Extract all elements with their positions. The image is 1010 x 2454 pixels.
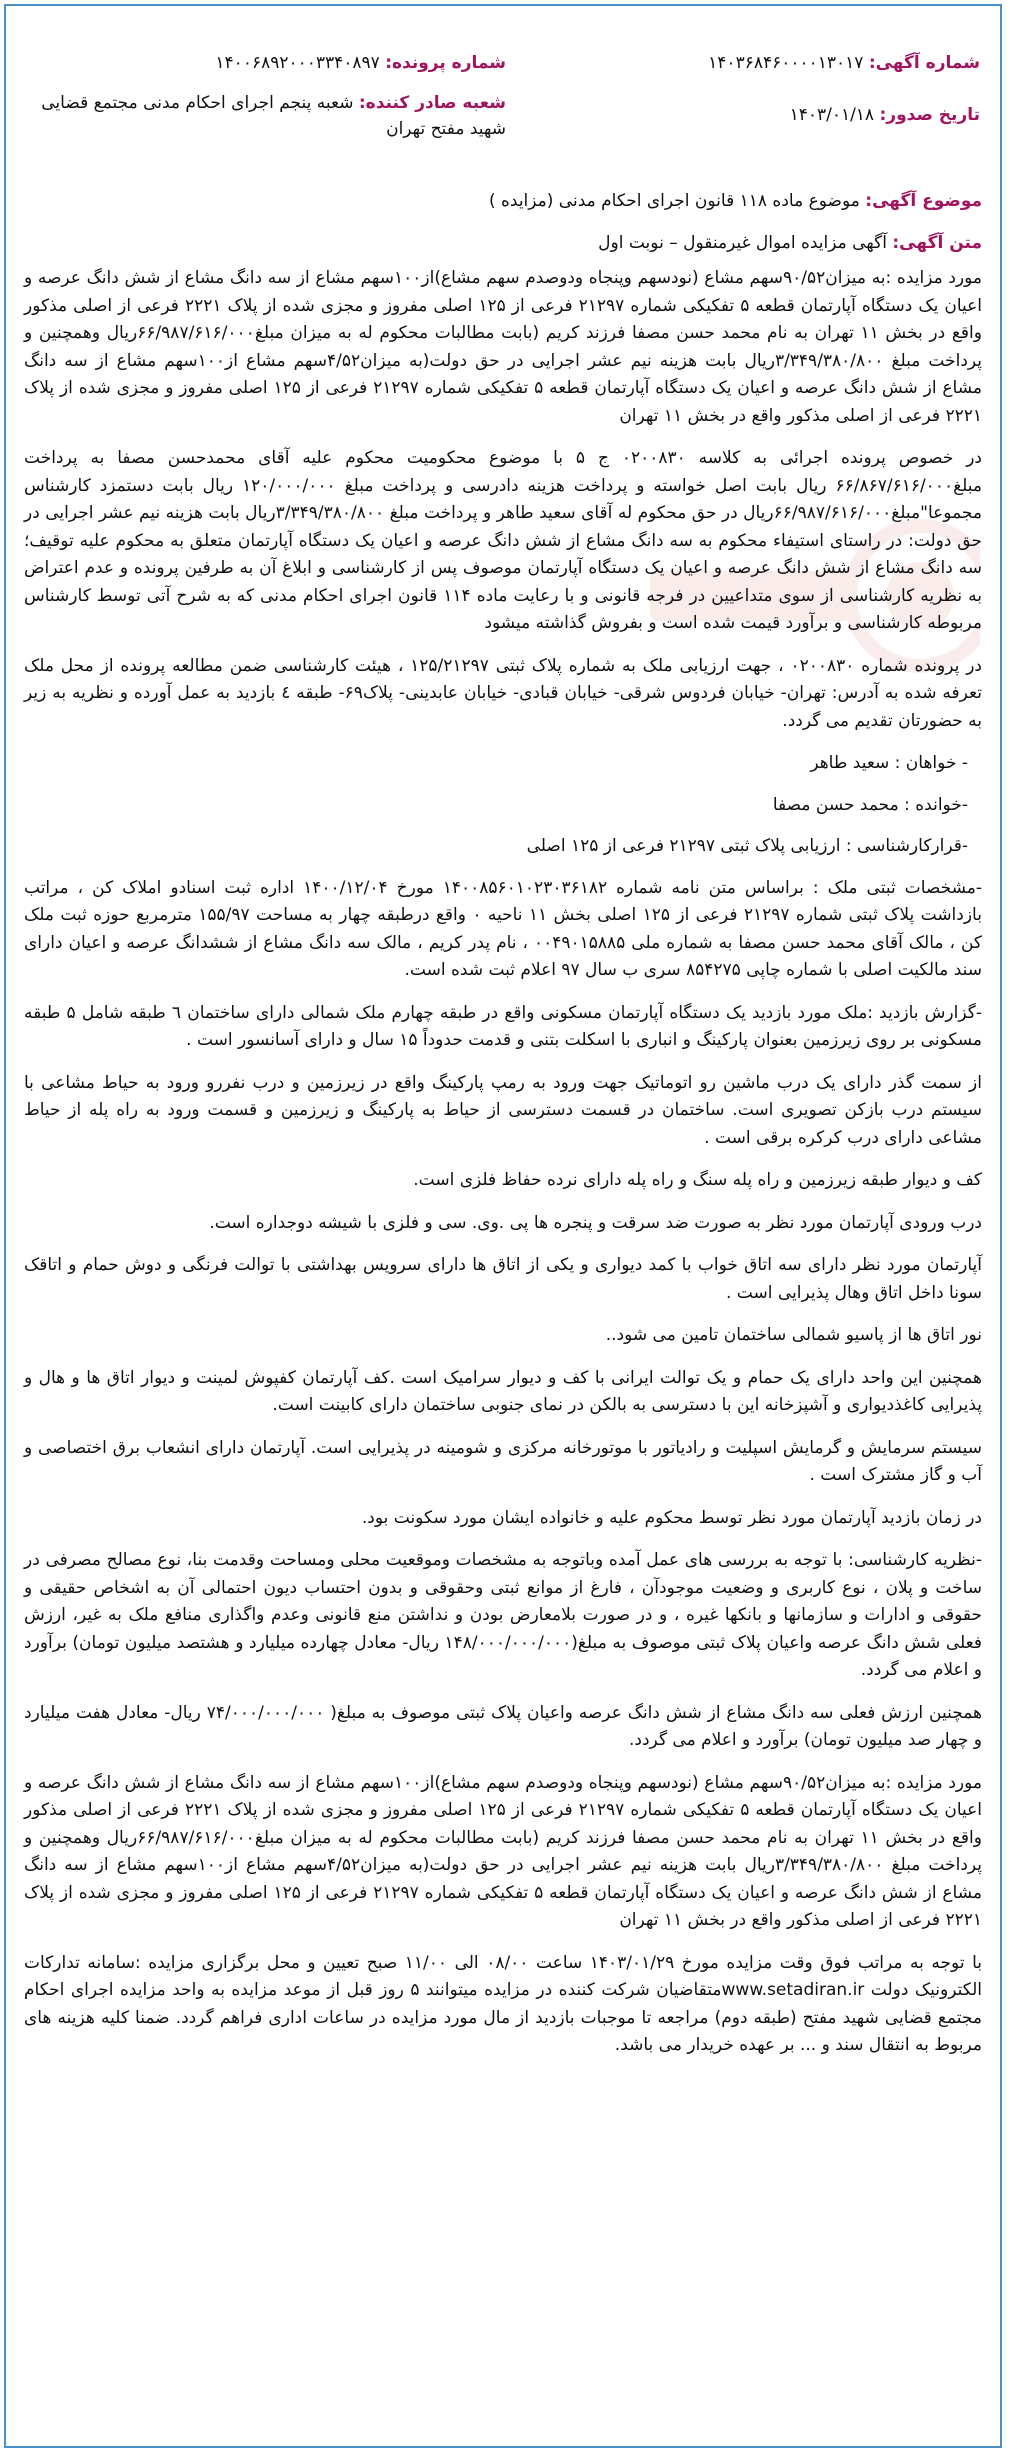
paragraph-auction-schedule: با توجه به مراتب فوق وقت مزایده مورخ ۱۴۰۳/۰۱/۲۹ ساعت ۰۸/۰۰ الی ۱۱/۰۰ صبح تعیین و محل برگزاری مزایده :سامانه تدارکات الکترونیک دولت www.setadiran.irمتقاضیان شرکت کننده در مزایده میتوانند ۵ روز قبل از موعد مزایده به واحد مزایده اجرای احکام مجتمع قضایی شهید مفتح (طبقه دوم) مراجعه تا موجبات بازدید از مال مورد مزایده در ساعات اداری فراهم گردد. ضمنا کلیه هزینه های مربوط به انتقال سند و ... بر عهده خریدار می باشد. bbox=[24, 1952, 983, 2055]
paragraph-visit-report: -گزارش بازدید :ملک مورد بازدید یک دستگاه آپارتمان مسکونی واقع در طبقه چهارم ملک شمالی دارای ساختمان ٦ طبقه شامل ۵ طبقه مسکونی بر روی زیرزمین بعنوان پارکینگ و انباری با اسکلت بتنی و قدمت حدوداً ۱۵ سال و دارای آسانسور است . bbox=[24, 1002, 982, 1050]
case-number-line bbox=[26, 50, 506, 76]
paragraph-auction-item: مورد مزایده :به میزان۹۰/۵۲سهم مشاع (نودسهم وپنجاه ودوصدم سهم مشاع)از۱۰۰سهم مشاع از سه دانگ مشاع از شش دانگ عرصه و اعیان یک دستگاه آپارتمان قطعه ۵ تفکیکی شماره ۲۱۲۹۷ فرعی از ۱۲۵ اصلی مفروز و مجزی شده از پلاک ۲۲۲۱ فرعی از اصلی مذکور واقع در بخش ۱۱ تهران به نام محمد حسن مصفا فرزند کریم (بابت مطالبات محکوم له به میزان مبلغ۶۶/۹۸۷/۶۱۶/۰۰۰ریال وهمچنین و پرداخت مبلغ ۳/۳۴۹/۳۸۰/۸۰۰ریال بابت هزینه نیم عشر اجرایی در حق دولت(به میزان۴/۵۲سهم مشاع از۱۰۰سهم مشاع از سه دانگ مشاع از شش دانگ عرصه و اعیان یک دستگاه آپارتمان قطعه ۵ تفکیکی شماره ۲۱۲۹۷ فرعی از ۱۲۵ اصلی مفروز و مجزی شده از پلاک ۲۲۲۱ فرعی از اصلی مذکور واقع در بخش ۱۱ تهران bbox=[24, 268, 983, 426]
subject-line bbox=[24, 188, 982, 216]
paragraph-expert-opinion: -نظریه کارشناسی: با توجه به بررسی های عمل آمده وباتوجه به مشخصات وموقعیت محلی ومساحت وقدمت بنا، نوع مصالح مصرفی در ساخت و پلان ، نوع کاربری و وضعیت موجودآن ، فارغ از موانع ثبتی وحقوقی و بدون احتساب دیون احتمالی آن به اشخاص حقیقی و حقوقی و ادارات و سازمانها و بانکها غیره ، و در صورت بلامعارض بودن و نداشتن منع قانونی وعدم واگذاری منافع ملک به غیر، ارزش فعلی شش دانگ عرصه واعیان پلاک ثبتی موصوف به مبلغ(۱۴۸/۰۰۰/۰۰۰/۰۰۰ ریال- معادل چهارده میلیارد و هشتصد میلیون تومان) برآورد و اعلام می گردد. bbox=[24, 1550, 983, 1680]
header-block bbox=[24, 50, 982, 170]
issuing-branch-line bbox=[26, 90, 506, 142]
issue-date-line bbox=[510, 102, 980, 128]
assignment-line: -قرارکارشناسی : ارزیابی پلاک ثبتی ۲۱۲۹۷ فرعی از ۱۲۵ اصلی bbox=[526, 836, 968, 856]
document-frame bbox=[4, 4, 1002, 2448]
paragraph-bedrooms: آپارتمان مورد نظر دارای سه اتاق خواب با کمد دیواری و یکی از اتاق ها دارای سرویس بهداشتی با توالت فرنگی و دوش حمام و اتاقک سونا داخل اتاق وهال پذیرایی است . bbox=[24, 1255, 982, 1303]
plaintiff-line: - خواهان : سعید طاهر bbox=[810, 753, 968, 773]
issuing-branch-label: شعبه صادر کننده: bbox=[358, 93, 506, 113]
ad-content bbox=[24, 188, 982, 2075]
paragraph-half-value: همچنین ارزش فعلی سه دانگ مشاع از شش دانگ عرصه واعیان پلاک ثبتی موصوف به مبلغ( ۷۴/۰۰۰/۰۰۰/۰۰۰ ریال- معادل هفت میلیارد و چهار صد میلیون تومان) برآورد و اعلام می گردد. bbox=[24, 1702, 983, 1750]
issue-date-value: ۱۴۰۳/۰۱/۱۸ bbox=[789, 105, 875, 125]
paragraph-bathroom: همچنین این واحد دارای یک حمام و یک توالت ایرانی با کف و دیوار سرامیک است .کف آپارتمان کفپوش لمینت و دیوار اتاق ها و هال و پذیرایی کاغذدیواری و آشپزخانه این با دسترسی به بالکن در نمای جنوبی ساختمان دارای کابینت است. bbox=[24, 1367, 982, 1415]
defendant-line: -خوانده : محمد حسن مصفا bbox=[772, 794, 968, 815]
ad-title: آگهی مزایده اموال غیرمنقول – نوبت اول bbox=[598, 232, 887, 253]
paragraph-registration: -مشخصات ثبتی ملک : براساس متن نامه شماره ۱۴۰۰۸۵۶۰۱۰۲۳۰۳۶۱۸۲ مورخ ۱۴۰۰/۱۲/۰۴ اداره ثبت اسنادو املاک کن ، مراتب بازداشت پلاک ثبتی شماره ۲۱۲۹۷ فرعی از ۱۲۵ اصلی بخش ۱۱ ناحیه ۰ واقع درطبقه چهار به مساحت ۱۵۵/۹۷ مترمربع حوزه ثبت ملک کن ، مالک آقای محمد حسن مصفا به شماره ملی ۰۰۴۹۰۱۵۸۸۵ ، نام پدر کریم ، مالک سه دانگ مشاع از ششدانگ عرصه و اعیان دارای سند مالکیت اصلی با شماره چاپی ۸۵۴۲۷۵ سری ب سال ۹۷ اعلام ثبت شده است. bbox=[24, 877, 982, 980]
subject-label: موضوع آگهی: bbox=[865, 191, 982, 211]
paragraph-entrance: از سمت گذر دارای یک درب ماشین رو اتوماتیک جهت ورود به رمپ پارکینگ واقع در زیرزمین و درب نفررو ورود به حیاط مشاعی با سیستم درب بازکن تصویری است. ساختمان در قسمت دسترسی از حیاط به پارکینگ و زیرزمین و قسمت ورود به راه پله از حیاط مشاعی دارای درب کرکره برقی است . bbox=[24, 1072, 982, 1148]
ad-title-line bbox=[24, 230, 982, 258]
issue-date-label: تاریخ صدور: bbox=[879, 105, 980, 125]
header-right-column bbox=[510, 50, 980, 154]
paragraph-lighting: نور اتاق ها از پاسیو شمالی ساختمان تامین می شود.. bbox=[605, 1325, 982, 1345]
paragraph-appraisal-intro: در پرونده شماره ۰۲۰۰۸۳۰ ، جهت ارزیابی ملک به شماره پلاک ثبتی ۱۲۵/۲۱۲۹۷ ، هیئت کارشناسی ضمن مطالعه پرونده از محل ملک تعرفه شده به آدرس: تهران- خیابان فردوس شرقی- خیابان قبادی- خیابان عابدینی- پلاک۶۹- طبقه ٤ بازدید به عمل آورده و نظریه به زیر به حضورتان تقدیم می گردد. bbox=[24, 655, 982, 731]
paragraph-auction-item-repeat: مورد مزایده :به میزان۹۰/۵۲سهم مشاع (نودسهم وپنجاه ودوصدم سهم مشاع)از۱۰۰سهم مشاع از سه دانگ مشاع از شش دانگ عرصه و اعیان یک دستگاه آپارتمان قطعه ۵ تفکیکی شماره ۲۱۲۹۷ فرعی از ۱۲۵ اصلی مفروز و مجزی شده از پلاک ۲۲۲۱ فرعی از اصلی مذکور واقع در بخش ۱۱ تهران به نام محمد حسن مصفا فرزند کریم (بابت مطالبات محکوم له به میزان مبلغ۶۶/۹۸۷/۶۱۶/۰۰۰ریال وهمچنین و پرداخت مبلغ ۳/۳۴۹/۳۸۰/۸۰۰ریال بابت هزینه نیم عشر اجرایی در حق دولت(به میزان۴/۵۲سهم مشاع از۱۰۰سهم مشاع از سه دانگ مشاع از شش دانگ عرصه و اعیان یک دستگاه آپارتمان قطعه ۵ تفکیکی شماره ۲۱۲۹۷ فرعی از ۱۲۵ اصلی مفروز و مجزی شده از پلاک ۲۲۲۱ فرعی از اصلی مذکور واقع در بخش ۱۱ تهران bbox=[24, 1772, 983, 1930]
ad-text-label: متن آگهی: bbox=[892, 232, 982, 253]
issuing-branch-value: شعبه پنجم اجرای احکام مدنی مجتمع قضایی شهید مفتح تهران bbox=[41, 93, 506, 139]
case-number-value: ۱۴۰۰۶۸۹۲۰۰۰۳۳۴۰۸۹۷ bbox=[215, 53, 380, 73]
case-number-label: شماره پرونده: bbox=[385, 53, 506, 73]
paragraph-case-details: در خصوص پرونده اجرائی به کلاسه ۰۲۰۰۸۳۰ ج ۵ با موضوع محکومیت محکوم علیه آقای محمدحسن مصفا به پرداخت مبلغ۶۶/۸۶۷/۶۱۶/۰۰۰ ریال بابت اصل خواسته و پرداخت هزینه دادرسی و پرداخت مبلغ ۱۲۰/۰۰۰/۰۰۰ ریال بابت دستمزد کارشناس مجموعا"مبلغ۶۶/۹۸۷/۶۱۶/۰۰۰ریال در حق محکوم له آقای سعید طاهر و پرداخت مبلغ ۳/۳۴۹/۳۸۰/۸۰۰ریال بابت هزینه نیم عشر اجرایی در حق دولت: در راستای استیفاء محکوم به سه دانگ مشاع از شش دانگ عرصه و اعیان یک دستگاه آپارتمان متعلق به محکوم علیه توقیف؛ سه دانگ مشاع از شش دانگ عرصه و اعیان یک دستگاه آپارتمان موصوف پس از کارشناسی و ابلاغ آن به طرفین پرونده و عدم اعتراض به نظریه کارشناسی از سوی متداعیین در فرجه قانونی و با رعایت ماده ۱۱۴ قانون اجرای احکام مدنی که به شرح آتی توسط کارشناس مربوطه کارشناسی و برآورد قیمت شده است و بفروش گذاشته میشود bbox=[24, 448, 983, 633]
paragraph-basement: کف و دیوار طبقه زیرزمین و راه پله سنگ و راه پله دارای نرده حفاظ فلزی است. bbox=[413, 1170, 982, 1190]
paragraph-heating: سیستم سرمایش و گرمایش اسپلیت و رادیاتور با موتورخانه مرکزی و شومینه در پذیرایی است. آپارتمان دارای انشعاب برق اختصاصی و آب و گاز مشترک است . bbox=[24, 1437, 982, 1485]
subject-text: موضوع ماده ۱۱۸ قانون اجرای احکام مدنی (مزایده ) bbox=[488, 191, 860, 211]
header-left-column bbox=[26, 50, 506, 168]
ad-number-value: ۱۴۰۳۶۸۴۶۰۰۰۰۱۳۰۱۷ bbox=[708, 53, 864, 73]
paragraph-doors-windows: درب ورودی آپارتمان مورد نظر به صورت ضد سرقت و پنجره ها پی .وی. سی و فلزی با شیشه دوجداره است. bbox=[209, 1212, 982, 1233]
ad-number-line bbox=[510, 50, 980, 76]
paragraph-occupancy: در زمان بازدید آپارتمان مورد نظر توسط محکوم علیه و خانواده ایشان مورد سکونت بود. bbox=[361, 1507, 982, 1528]
ad-number-label: شماره آگهی: bbox=[868, 53, 980, 73]
